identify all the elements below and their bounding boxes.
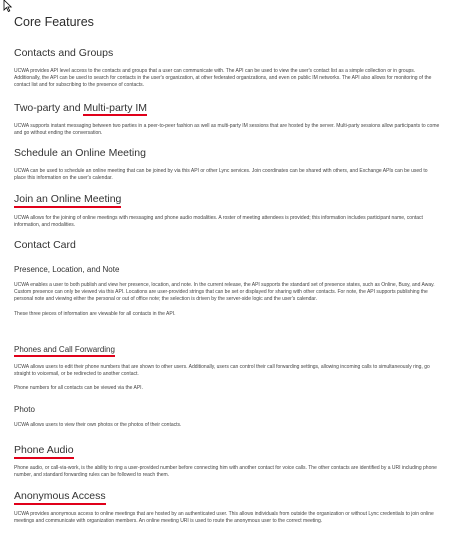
subsection-presence bbox=[14, 264, 440, 318]
section-body-phone-audio: Phone audio, or call-via-work, is the ability to ring a user-provided number before connecting him with another contact for voice calls. The other contacts are identified by a URI including phone number, and standard forwarding rules can be followed to reach them. bbox=[14, 465, 437, 479]
section-heading-two-party-im bbox=[14, 101, 440, 115]
section-heading-contact-card: Contact Card bbox=[14, 239, 76, 251]
section-phone-audio bbox=[14, 443, 440, 479]
page-title: Core Features bbox=[14, 15, 94, 29]
heading-text-phones: Phones and Call Forwarding bbox=[14, 344, 115, 357]
section-heading-anonymous-access bbox=[14, 489, 440, 505]
section-contact-card bbox=[14, 238, 440, 252]
section-heading-phone-audio bbox=[14, 443, 440, 459]
heading-text-join-meeting: Join an Online Meeting bbox=[14, 192, 121, 208]
subsection-body-presence: UCWA enables a user to both publish and view her presence, location, and note. In the current release, the API supports the standard set of presence states, such as Online, Busy, and Away. Custom presence can only be viewed via this API. Locations are user-provided strings that can be set or displayed for sharing with other contacts. For note, the API supports publishing the personal note and viewing either the personal or out of office note; the selection is driven by the server-side logic and the user's calendar. bbox=[14, 282, 435, 303]
section-schedule-meeting bbox=[14, 146, 440, 182]
subsection-body-photo: UCWA allows users to view their own photos or the photos of their contacts. bbox=[14, 422, 182, 428]
subsection-heading-photo: Photo bbox=[14, 405, 35, 414]
subsection-photo bbox=[14, 404, 440, 429]
section-body-join-meeting: UCWA allows for the joining of online meetings with messaging and phone audio modalities. A roster of meeting attendees is provided; this information includes participant name, contact information, and modalities. bbox=[14, 215, 423, 229]
subsection-body-presence-2: These three pieces of information are viewable for all contacts in the API. bbox=[14, 310, 176, 317]
section-join-meeting bbox=[14, 192, 440, 229]
heading-part-multi-party: Multi-party IM bbox=[83, 102, 148, 114]
section-heading-join-meeting bbox=[14, 192, 440, 208]
page-header bbox=[14, 0, 440, 30]
section-body-anonymous-access: UCWA provides anonymous access to online meetings that are hosted by an authenticated user. This allows individuals from outside the organization or without Lync credentials to join online meetings and communicate with organization members. An online meeting URI is used to route the anonymous user to the correct meeting. bbox=[14, 511, 434, 525]
subsection-body-phones: UCWA allows users to edit their phone numbers that are shown to other users. Additionally, users can control their call forwarding settings, allowing incoming calls to simultaneously ring, go straight to voicemail, or be redirected to another contact. bbox=[14, 364, 430, 378]
mouse-pointer-icon bbox=[3, 0, 13, 12]
section-anonymous-access bbox=[14, 489, 440, 525]
section-heading-contacts-groups: Contacts and Groups bbox=[14, 47, 114, 59]
heading-text-anonymous-access: Anonymous Access bbox=[14, 489, 106, 505]
section-two-party-im bbox=[14, 101, 440, 137]
section-body-schedule-meeting: UCWA can be used to schedule an online meeting that can be joined by via this API or other Lync services. Join coordinates can be shared with others, and Exchange APIs can be used to place this information on the user's calendar. bbox=[14, 168, 428, 182]
subsection-phones bbox=[14, 344, 440, 393]
subsection-body-phones-2: Phone numbers for all contacts can be viewed via the API. bbox=[14, 385, 143, 392]
section-body-contacts-groups: UCWA provides API level access to the contacts and groups that a user can communicate with. The API can be used to view the user's contact list as a simple collection or in groups. Additionally, the API can be used to search for contacts in the user's organization, at other federated organizations, and even on public IM networks. The API also allows for monitoring of the contact list and for subscribing to the presence of contacts. bbox=[14, 68, 432, 89]
heading-part-two-party: Two-party and bbox=[14, 102, 84, 114]
subsection-heading-phones bbox=[14, 344, 440, 357]
section-contacts-groups bbox=[14, 46, 440, 90]
heading-text-phone-audio: Phone Audio bbox=[14, 443, 74, 459]
section-heading-schedule-meeting: Schedule an Online Meeting bbox=[14, 147, 146, 159]
section-body-two-party-im: UCWA supports instant messaging between two parties in a peer-to-peer fashion as well as multi-party IM sessions that are hosted by the server. Multi-party sessions allow participants to come and go without ending the conversation. bbox=[14, 123, 440, 137]
subsection-heading-presence: Presence, Location, and Note bbox=[14, 265, 120, 274]
